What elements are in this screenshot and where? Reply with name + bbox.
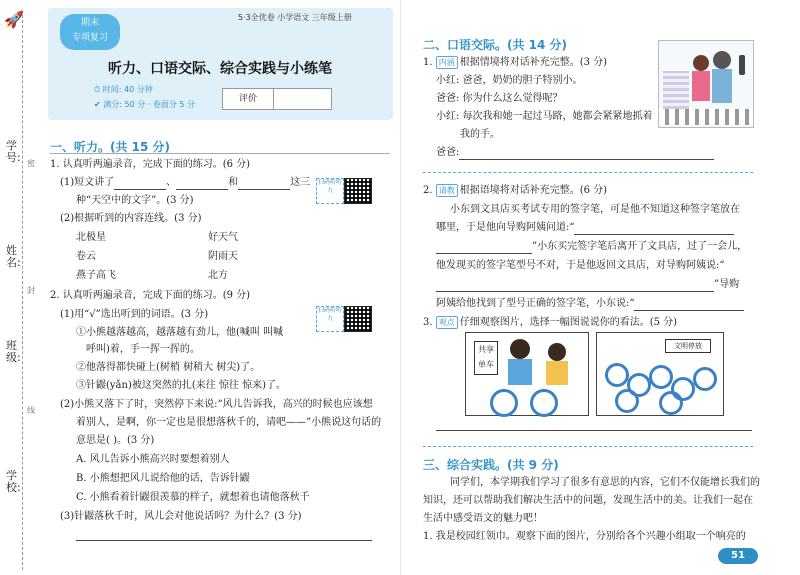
dialog-1: 小红: 爸爸，奶奶的胆子特别小。 <box>436 75 583 86</box>
oral-q1-text: 根据情境将对话补充完整。(3 分) <box>459 57 608 68</box>
q2-para-2 <box>436 221 734 235</box>
bike-wheel-icon <box>605 363 629 387</box>
q2-2-c: 意思是( )。(3 分) <box>76 435 155 446</box>
boy-icon <box>510 339 530 359</box>
tag-connotation: 内涵 <box>436 56 458 69</box>
school-label: 学校: <box>6 469 21 494</box>
match-right-1[interactable]: 好天气 <box>208 232 238 243</box>
oral-q2: 2. 请教 根据语境将对话补充完整。(6 分) <box>423 185 608 196</box>
bike-wheel-icon <box>615 389 639 413</box>
blank-2[interactable] <box>176 177 228 190</box>
boy-body <box>508 359 532 385</box>
girl-icon <box>693 55 709 71</box>
picture-2[interactable] <box>596 332 724 416</box>
sep: 、 <box>166 177 177 188</box>
answer-line[interactable] <box>436 279 714 292</box>
oral-q2-text: 根据语境将对话补充完整。(6 分) <box>459 185 608 196</box>
grandma-icon <box>713 51 731 69</box>
option-b[interactable]: B. 小熊想把风儿说给他的话，告诉针鼹 <box>76 473 250 484</box>
qr-code[interactable] <box>344 178 372 204</box>
tag-viewpoint: 观点 <box>436 316 458 329</box>
scan-listen-icon[interactable]: 扫码听听力 <box>316 306 344 332</box>
check-icon: ✔ <box>94 100 104 109</box>
match-right-3[interactable]: 北方 <box>208 270 228 281</box>
q2-3: (3)针鼹落秋千时，风儿会对他说话吗？为什么？(3 分) <box>60 511 302 522</box>
girl-body <box>692 71 710 101</box>
boy2-icon <box>548 343 566 361</box>
q2-para-5 <box>436 278 739 292</box>
answer-line[interactable] <box>436 430 752 431</box>
practice-q1: 1. 我是校园红领巾。观察下面的图片，分别给各个兴趣小组取一个响亮的 <box>423 531 746 542</box>
q2-1-c: ③针鼹(yǎn)被这突然的扎(来往 惊往 惊来)了。 <box>76 380 287 391</box>
bike-wheel-icon <box>490 389 518 417</box>
answer-line[interactable] <box>459 147 714 160</box>
oral-q1: 1. 内涵 根据情境将对话补充完整。(3 分) <box>423 57 608 68</box>
answer-line[interactable] <box>76 540 372 541</box>
match-left-1[interactable]: 北极星 <box>76 232 106 243</box>
match-right-2[interactable]: 阴雨天 <box>208 251 238 262</box>
q2-para-6-text: 阿姨给他找到了型号正确的签字笔，小东说:“ <box>436 298 635 309</box>
answer-line[interactable] <box>436 241 532 254</box>
time-info <box>94 84 153 95</box>
student-no-label: 学号: <box>6 139 21 164</box>
civil-parking-sign: 文明停放 <box>665 339 711 353</box>
cut-mark: 密 <box>27 159 35 168</box>
badge-line1: 期末 <box>80 18 99 28</box>
dialog-4: 我的手。 <box>460 129 500 140</box>
name-label: 姓名: <box>6 244 21 269</box>
answer-line[interactable] <box>574 222 734 235</box>
picture-1[interactable] <box>465 332 589 416</box>
q2-para-6 <box>436 297 744 311</box>
section-oral-title: 二、口语交际。(共 14 分) <box>423 38 568 52</box>
page-fold <box>400 0 401 575</box>
cut-mark: 封 <box>27 286 35 295</box>
qr-code[interactable] <box>344 306 372 332</box>
match-left-2[interactable]: 卷云 <box>76 251 96 262</box>
sep: 这三 <box>290 177 311 188</box>
boy2-body <box>546 361 568 385</box>
bike-wheel-icon <box>530 389 558 417</box>
divider <box>423 446 753 447</box>
q2-para-4: 他发现买的签字笔型号不对，于是他返回文具店，对导购阿姨说:“ <box>436 260 725 271</box>
traffic-light-icon <box>739 55 745 75</box>
cut-mark: 线 <box>27 406 35 415</box>
binding-margin <box>0 0 46 575</box>
page-title: 听力、口语交际、综合实践与小练笔 <box>108 61 332 77</box>
practice-para-1: 同学们，本学期我们学习了很多有意思的内容，它们不仅能增长我们的 <box>450 477 760 488</box>
q2-2-a: (2)小熊又落下了时，突然停下来说:“风儿告诉我，高兴的时候也应该想 <box>60 399 373 410</box>
page-number: 51 <box>718 548 758 564</box>
divider <box>423 172 753 173</box>
dialog-5-text: 爸爸: <box>436 147 460 158</box>
match-left-3[interactable]: 燕子高飞 <box>76 270 116 281</box>
q1-1-cont: 种“天空中的文字”。(3 分) <box>76 195 194 206</box>
evaluation-label: 评价 <box>223 89 274 109</box>
book-info: 5·3全优卷 小学语文 三年级上册 <box>238 13 352 22</box>
oral-q3-text: 仔细观察图片，选择一幅图说说你的看法。(5 分) <box>459 317 678 328</box>
bike-wheel-icon <box>693 367 717 391</box>
q2-para-3 <box>436 240 747 254</box>
q1-1-text: (1)短文讲了 <box>60 177 115 188</box>
q2-para-3-text: ”小东买完签字笔后离开了文具店，过了一会儿， <box>532 241 748 252</box>
q2-2-b: 着别人，是啊，你一定也是很想落秋千的，请吧——”小熊说这句话的 <box>76 417 382 428</box>
bike-wheel-icon <box>649 365 673 389</box>
blank-3[interactable] <box>238 177 290 190</box>
tag-consult: 请教 <box>436 184 458 197</box>
section-listening-title: 一、听力。(共 15 分) <box>50 140 171 154</box>
class-label: 班级: <box>6 339 21 364</box>
badge-line2: 专项复习 <box>71 33 108 43</box>
blank-1[interactable] <box>114 177 166 190</box>
score-text: 满分: 50 分 · 卷面分 5 分 <box>103 100 196 109</box>
q2-para-2-text: 哪里，于是他向导购阿姨问道:“ <box>436 222 575 233</box>
rocket-icon: 🚀 <box>4 10 24 29</box>
scan-listen-icon[interactable]: 扫码听听力 <box>316 178 344 204</box>
grandma-body <box>712 69 732 103</box>
option-c[interactable]: C. 小熊看着针鼹很羡慕的样子，就想着也请他落秋千 <box>76 492 310 503</box>
q2-para-5-text: ”导购 <box>714 279 740 290</box>
review-badge <box>60 14 120 50</box>
bike-wheel-icon <box>659 391 683 415</box>
q2-1-b: ②他落得都快碰上(树梢 树稍大 树尖)了。 <box>76 362 261 373</box>
answer-line[interactable] <box>634 298 744 311</box>
score-info <box>94 99 195 110</box>
option-a[interactable]: A. 风儿告诉小熊高兴时要想着别人 <box>76 454 230 465</box>
q2-1-a: ①小熊越落越高，越落越有劲儿，他(喊叫 叫喊 <box>76 327 284 338</box>
dialog-3: 小红: 每次我和她一起过马路，她都会紧紧地抓着 <box>436 111 653 122</box>
sep: 和 <box>228 177 239 188</box>
practice-para-2: 知识，还可以帮助我们解决生活中的问题，发现生活中的美。让我们一起在 <box>423 495 753 506</box>
practice-para-3: 生活中感受语文的魅力吧！ <box>423 513 543 524</box>
section-practice-title: 三、综合实践。(共 9 分) <box>423 458 559 472</box>
clock-icon: ⏱ <box>94 85 103 94</box>
q1-2: (2)根据听到的内容连线。(3 分) <box>60 213 202 224</box>
oral-q3: 3. 观点 仔细观察图片，选择一幅图说说你的看法。(5 分) <box>423 317 678 328</box>
time-text: 时间: 40 分钟 <box>102 85 153 94</box>
q1-text: 1. 认真听两遍录音，完成下面的练习。(6 分) <box>50 159 251 170</box>
q2-1: (1)用“√”选出听到的词语。(3 分) <box>60 309 209 320</box>
divider <box>50 153 390 154</box>
cut-line <box>22 10 24 570</box>
q2-1-a2: 呼叫)着，手一挥一挥的。 <box>86 344 200 355</box>
dialog-2: 爸爸: 你为什么这么觉得呢？ <box>436 93 563 104</box>
q2-text: 2. 认真听两遍录音，完成下面的练习。(9 分) <box>50 290 251 301</box>
crossing-illustration <box>658 40 754 128</box>
q1-1 <box>60 176 310 190</box>
q2-para-1: 小东到文具店买考试专用的签字笔，可是他不知道这种签字笔放在 <box>450 204 740 215</box>
dialog-5 <box>436 146 714 160</box>
crosswalk-icon <box>659 109 753 125</box>
bike-share-sign: 共享单车 <box>474 341 498 375</box>
evaluation-box[interactable] <box>222 88 332 110</box>
